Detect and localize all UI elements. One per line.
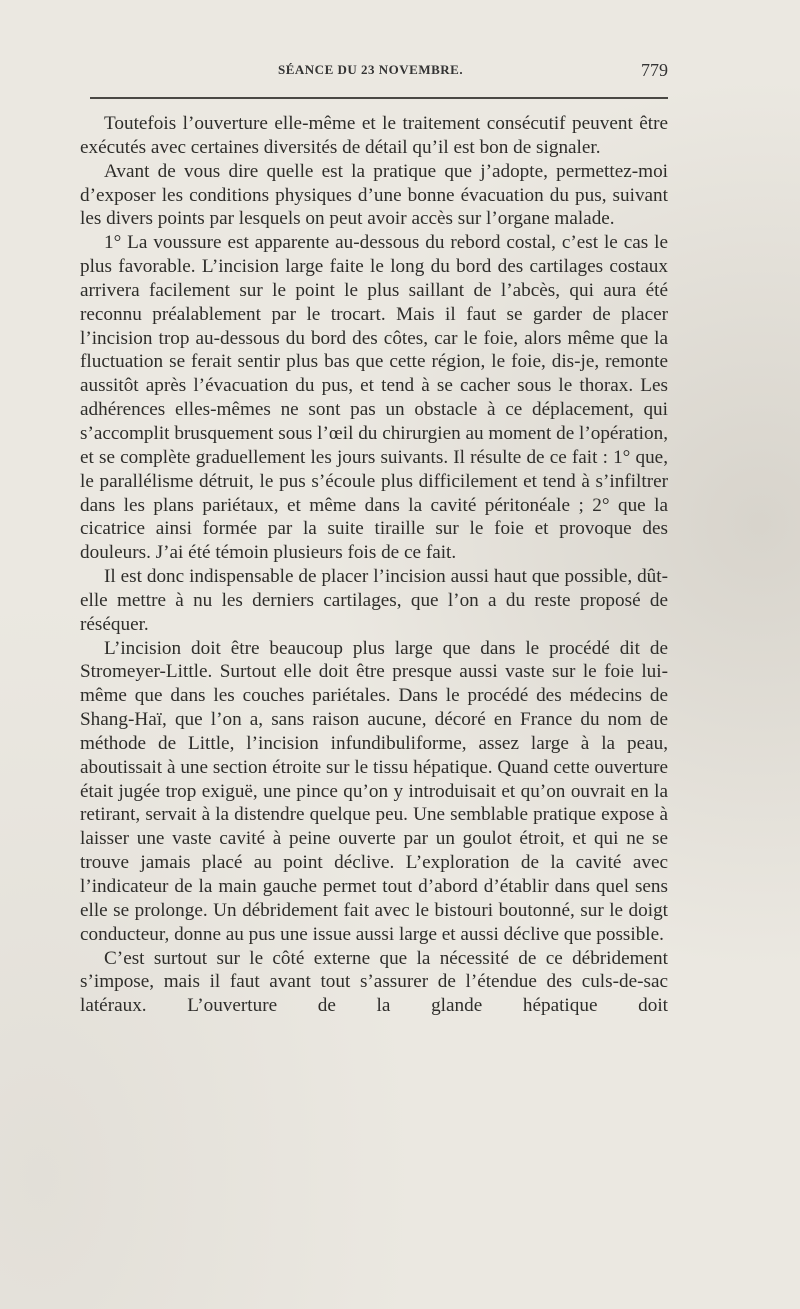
page-number: 779: [641, 60, 668, 80]
paragraph: C’est surtout sur le côté externe que la nécessité de ce débridement s’impose, mais il faut avant tout s’assurer de l’étendue des culs-de-sac latéraux. L’ouverture de la glande hépatique doit: [80, 947, 668, 1017]
header-rule: [90, 97, 668, 99]
paragraph: Il est donc indispensable de placer l’incision aussi haut que possible, dût-elle mettre à nu les derniers cartilages, que l’on a du reste proposé de réséquer.: [80, 566, 668, 635]
running-head: SÉANCE DU 23 NOVEMBRE.: [278, 62, 464, 77]
paragraph: L’incision doit être beaucoup plus large que dans le procédé dit de Stromeyer-Little. Surtout elle doit être presque aussi vaste sur le foie lui-même que dans les couches pariétales. Dans le procédé des médecins de Shang-Haï, que l’on a, sans raison aucune, décoré en France du nom de méthode de Little, l’incision infundibuliforme, assez large à la peau, aboutissait à une section étroite sur le tissu hépatique. Quand cette ouverture était jugée trop exiguë, une pince qu’on y introduisait et qu’on ouvrait en la retirant, servait à la distendre quelque peu. Une semblable pratique expose à laisser une vaste cavité à peine ouverte par un goulot étroit, et qui ne se trouve jamais placé au point déclive. L’exploration de la cavité avec l’indicateur de la main gauche permet tout d’abord d’établir dans quel sens elle se prolonge. Un débridement fait avec le bistouri boutonné, sur le doigt conducteur, donne au pus une issue aussi large et aussi déclive que possible.: [80, 637, 668, 945]
paragraph: Toutefois l’ouverture elle-même et le traitement consécutif peuvent être exécutés avec certaines diversités de détail qu’il est bon de signaler.: [80, 113, 668, 158]
paragraph: 1° La voussure est apparente au-dessous du rebord costal, c’est le cas le plus favorable. L’incision large faite le long du bord des cartilages costaux arrivera facilement sur le point le plus saillant de l’abcès, qui aura été reconnu préalablement par le trocart. Mais il faut se garder de placer l’incision trop au-dessous du bord des côtes, car le foie, alors même que la fluctuation se ferait sentir plus bas que cette région, le foie, dis-je, remonte aussitôt après l’évacuation du pus, et tend à se cacher sous le thorax. Les adhérences elles-mêmes ne sont pas un obstacle à ce déplacement, qui s’accomplit brusquement sous l’œil du chirurgien au moment de l’opération, et se complète graduellement les jours suivants. Il résulte de ce fait : 1° que, le parallélisme détruit, le pus s’écoule plus difficilement et tend à s’infiltrer dans les plans pariétaux, et même dans la cavité péritonéale ; 2° que la cicatrice ainsi formée par la suite tiraille sur le foie et provoque des douleurs. J’ai été témoin plusieurs fois de ce fait.: [80, 232, 668, 564]
page-header: [80, 62, 668, 92]
paragraph: Avant de vous dire quelle est la pratique que j’adopte, permettez-moi d’exposer les conditions physiques d’une bonne évacuation du pus, suivant les divers points par lesquels on peut avoir accès sur l’organe malade.: [80, 160, 668, 230]
body-text: [80, 112, 668, 1018]
